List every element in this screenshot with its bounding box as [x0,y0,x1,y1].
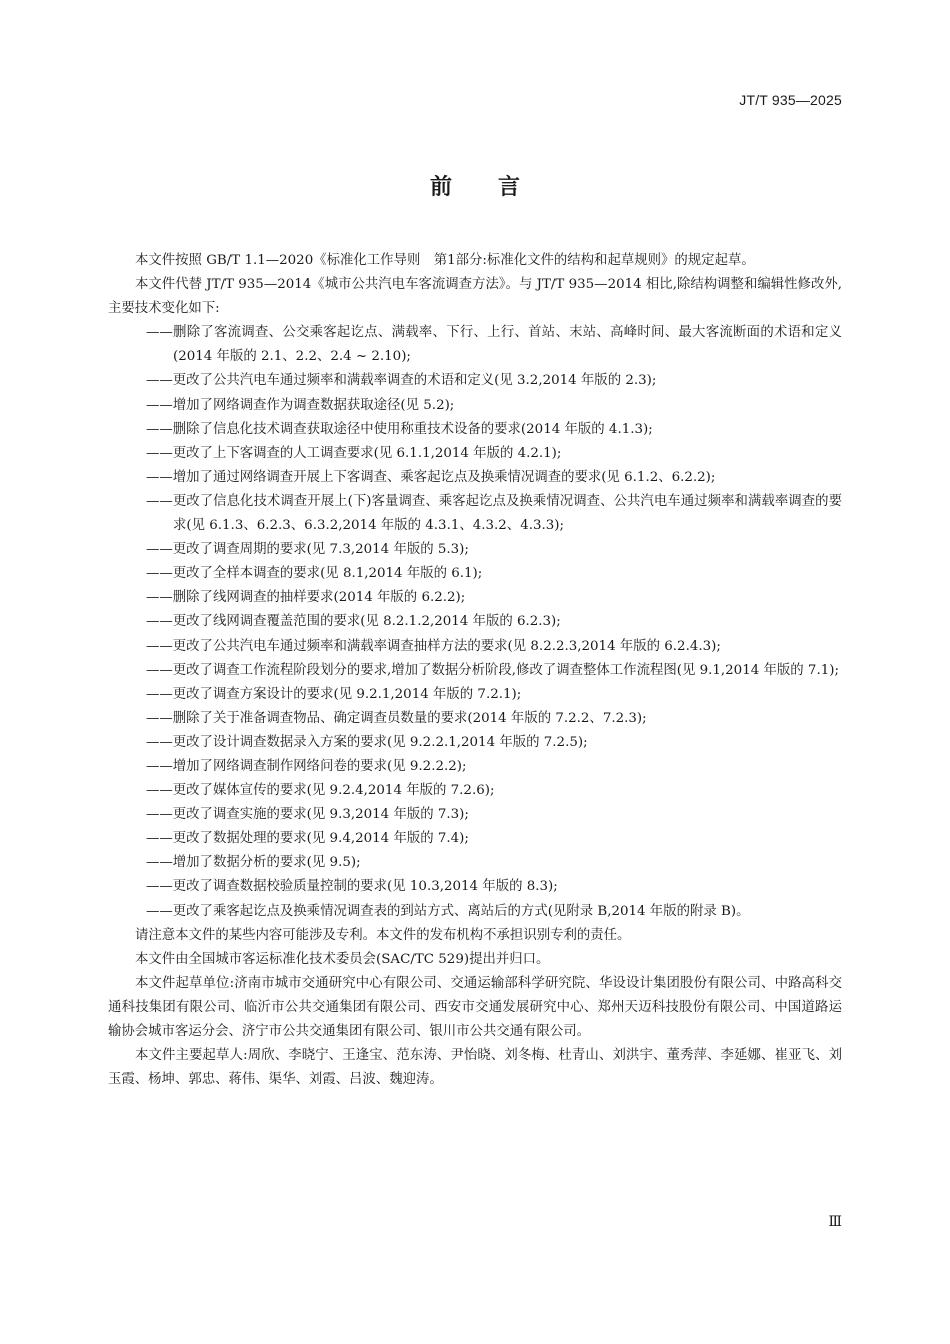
paragraph-patent-notice: 请注意本文件的某些内容可能涉及专利。本文件的发布机构不承担识别专利的责任。 [135,927,631,943]
list-item: ——删除了信息化技术调查获取途径中使用称重技术设备的要求(2014 年版的 4.1.3); [146,421,653,437]
list-item: ——更改了乘客起讫点及换乘情况调查表的到站方式、离站后的方式(见附录 B,2014 年版的附录 B)。 [146,903,750,919]
paragraph-replaces: 本文件代替 JT/T 935—2014《城市公共汽电车客流调查方法》。与 JT/T 935—2014 相比,除结构调整和编辑性修改外,主要技术变化如下: [108,277,842,317]
list-item: ——更改了调查方案设计的要求(见 9.2.1,2014 年版的 7.2.1); [146,686,522,702]
list-item: ——增加了通过网络调查开展上下客调查、乘客起讫点及换乘情况调查的要求(见 6.1.2、6.2.2); [146,469,716,485]
list-item: ——更改了线网调查覆盖范围的要求(见 8.2.1.2,2014 年版的 6.2.3); [146,614,561,630]
paragraph-proposer: 本文件由全国城市客运标准化技术委员会(SAC/TC 529)提出并归口。 [135,951,550,967]
list-item: ——增加了网络调查作为调查数据获取途径(见 5.2); [146,397,455,413]
changes-list [108,321,842,923]
list-item: ——增加了数据分析的要求(见 9.5); [146,855,361,871]
list-item: ——删除了关于准备调查物品、确定调查员数量的要求(2014 年版的 7.2.2、7.2.3); [146,710,647,726]
list-item: ——更改了媒体宣传的要求(见 9.2.4,2014 年版的 7.2.6); [146,783,495,799]
standard-code: JT/T 935—2025 [739,92,842,108]
list-item: ——删除了客流调查、公交乘客起讫点、满载率、下行、上行、首站、末站、高峰时间、最大客流断面的术语和定义(2014 年版的 2.1、2.2、2.4 ~ 2.10); [146,325,842,365]
list-item: ——更改了调查数据校验质量控制的要求(见 10.3,2014 年版的 8.3); [146,879,558,895]
page-title: 前言 [429,175,566,200]
paragraph-drafting-units: 本文件起草单位:济南市城市交通研究中心有限公司、交通运输部科学研究院、华设设计集团股份有限公司、中路高科交通科技集团有限公司、临沂市公共交通集团有限公司、西安市交通发展研究中心、郑州天迈科技股份有限公司、中国道路运输协会城市客运分会、济宁市公共交通集团有限公司、银川市公共交通有限公司。 [108,975,842,1039]
list-item: ——更改了上下客调查的人工调查要求(见 6.1.1,2014 年版的 4.2.1); [146,445,562,461]
list-item: ——更改了公共汽电车通过频率和满载率调查抽样方法的要求(见 8.2.2.3,2014 年版的 6.2.4.3); [146,638,721,654]
document-body [108,249,842,1092]
list-item: ——更改了调查实施的要求(见 9.3,2014 年版的 7.3); [146,807,469,823]
list-item: ——更改了信息化技术调查开展上(下)客量调查、乘客起讫点及换乘情况调查、公共汽电车通过频率和满载率调查的要求(见 6.1.3、6.2.3、6.3.2,2014 年版的 4.3.1、4.3.2、4.3.3); [146,493,842,534]
list-item: ——更改了数据处理的要求(见 9.4,2014 年版的 7.4); [146,831,469,847]
page-number: Ⅲ [828,1215,842,1230]
paragraph-drafting-rules: 本文件按照 GB/T 1.1—2020《标准化工作导则 第1部分:标准化文件的结构和起草规则》的规定起草。 [135,253,755,268]
paragraph-drafters: 本文件主要起草人:周欣、李晓宁、王逢宝、范东涛、尹怡晓、刘冬梅、杜青山、刘洪宇、董秀萍、李延娜、崔亚飞、刘玉霞、杨坤、郭忠、蒋伟、渠华、刘霞、吕波、魏迎涛。 [108,1048,842,1088]
list-item: ——删除了线网调查的抽样要求(2014 年版的 6.2.2); [146,590,466,606]
list-item: ——更改了公共汽电车通过频率和满载率调查的术语和定义(见 3.2,2014 年版的 2.3); [146,373,657,389]
list-item: ——更改了调查工作流程阶段划分的要求,增加了数据分析阶段,修改了调查整体工作流程图(见 9.1,2014 年版的 7.1); [146,662,839,678]
list-item: ——更改了全样本调查的要求(见 8.1,2014 年版的 6.1); [146,566,483,582]
list-item: ——更改了调查周期的要求(见 7.3,2014 年版的 5.3); [146,542,469,558]
list-item: ——增加了网络调查制作网络问卷的要求(见 9.2.2.2); [146,758,467,774]
list-item: ——更改了设计调查数据录入方案的要求(见 9.2.2.1,2014 年版的 7.2.5); [146,734,588,750]
